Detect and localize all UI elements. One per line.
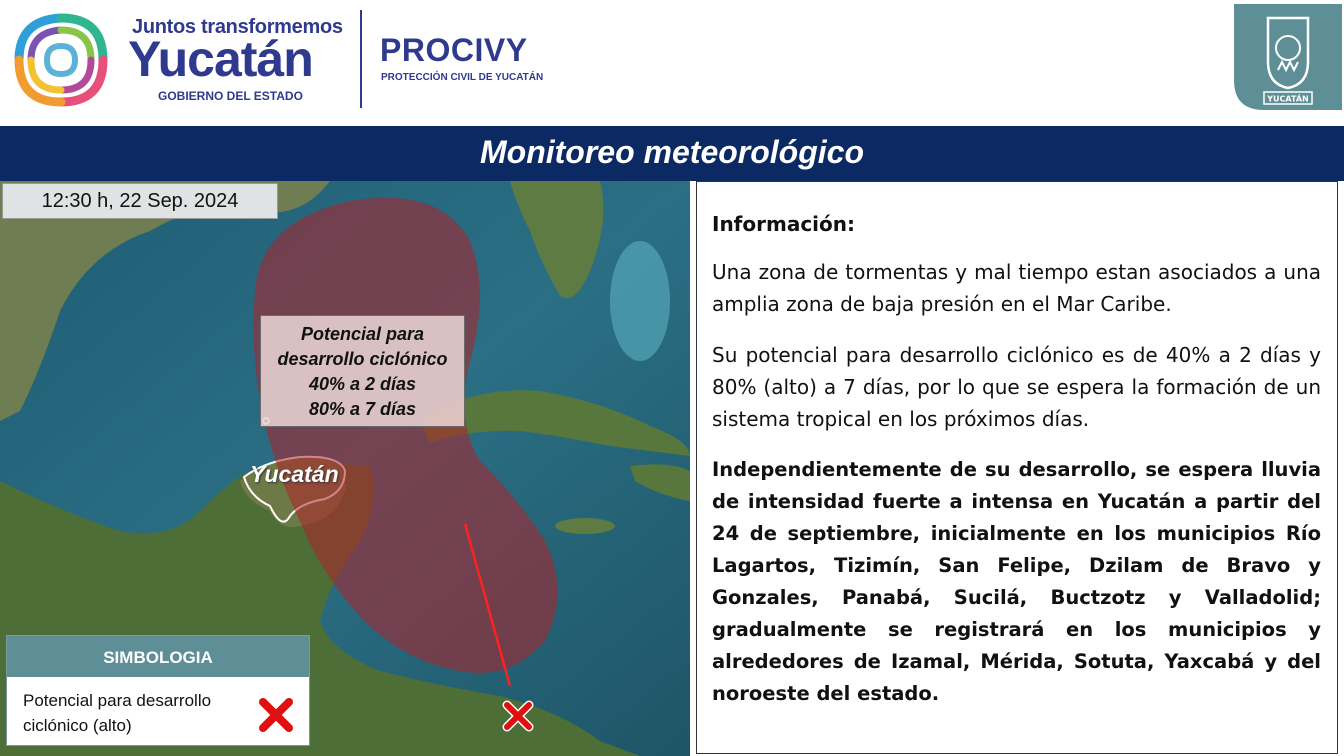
potential-callout [260,315,465,427]
potential-line-2: desarrollo ciclónico [277,349,448,369]
brand-name: Yucatán [128,31,313,87]
potential-line-4: 80% a 7 días [308,399,417,419]
seal-label: YUCATÁN [1267,94,1309,104]
header-divider [360,10,362,108]
info-heading [712,212,1321,236]
info-paragraph-2: Su potencial para desarrollo ciclónico es de 40% a 2 días y 80% (alto) a 7 días, por lo que se espera la formación de un sistema tropical en los próximos días. [712,343,1321,431]
potential-line-1: Potencial para [300,324,425,344]
org-subtitle: PROTECCIÓN CIVIL DE YUCATÁN [381,72,544,83]
brand-subtitle: GOBIERNO DEL ESTADO [158,89,303,103]
red-x-icon [257,696,295,734]
bahamas-shallows [610,241,670,361]
legend-heading: SIMBOLOGIA [7,636,309,677]
land-jamaica [555,518,615,534]
legend-box [6,635,310,746]
information-panel [696,181,1338,754]
info-paragraph-3: Independientemente de su desarrollo, se espera lluvia de intensidad fuerte a intensa en Yucatán a partir del 24 de septiembre, inicialmente en los municipios Río Lagartos, Tizimín, San Felipe, Dzilam de Bravo y Gonzales, Panabá, Sucilá, Buctzotz y Valladolid; gradualmente se registrará en los municipios y alrededores de Izamal, Mérida, Sotuta, Yaxcabá y del noroeste del estado. [712,458,1321,705]
page-header [0,0,1344,126]
org-name: PROCIVY [380,32,528,68]
page-title: Monitoreo meteorológico [480,134,864,170]
brand-tagline: Juntos transformemos [132,16,343,38]
yucatan-map-label: Yucatán [250,461,339,487]
potential-line-3: 40% a 2 días [308,374,417,394]
legend-item-label: Potencial para desarrollo ciclónico (alto) [23,691,212,735]
info-heading-colon: : [847,212,856,236]
title-bar [0,126,1344,181]
map-timestamp: 12:30 h, 22 Sep. 2024 [2,183,278,219]
gobierno-logo-icon [10,10,112,110]
state-seal-icon [1234,4,1342,110]
info-paragraph-1: Una zona de tormentas y mal tiempo estan asociados a una amplia zona de baja presión en el Mar Caribe. [712,260,1321,316]
info-heading-text: Información [712,212,848,236]
